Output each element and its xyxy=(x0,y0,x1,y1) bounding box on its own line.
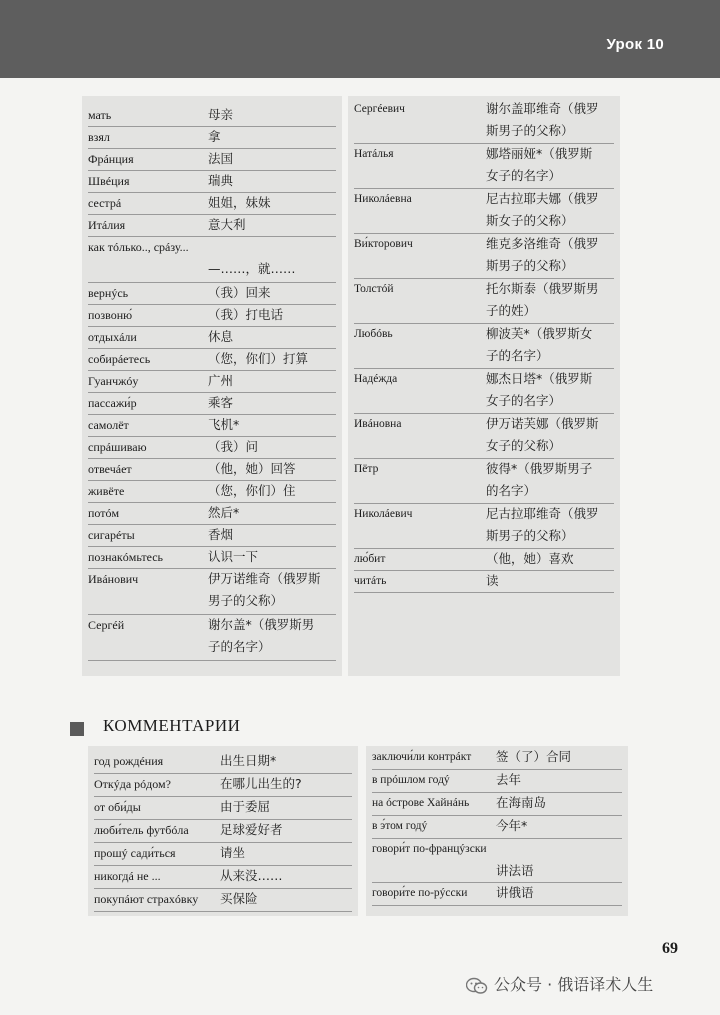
chinese-translation: 签（了）合同 xyxy=(496,749,572,764)
chinese-translation: 乘客 xyxy=(208,395,234,410)
russian-term: в прóшлом годý xyxy=(372,774,450,786)
russian-term: люби́тель футбóла xyxy=(94,823,189,837)
vocab-row xyxy=(88,502,336,525)
russian-term: сестрá xyxy=(88,196,122,210)
russian-term: покупáют страхóвку xyxy=(94,892,199,906)
chinese-translation: 姐姐，妹妹 xyxy=(208,195,271,210)
chinese-translation: 子的姓） xyxy=(486,303,537,318)
chinese-translation: 买保险 xyxy=(220,891,258,906)
vocab-row xyxy=(354,278,614,324)
russian-term: живёте xyxy=(88,484,125,498)
vocab-row xyxy=(88,104,336,127)
vocab-row xyxy=(88,370,336,393)
page-number: 69 xyxy=(662,940,678,957)
chinese-translation: 维克多洛维奇（俄罗 xyxy=(486,236,599,251)
russian-term: Ви́кторович xyxy=(354,238,413,250)
russian-term: сигарéты xyxy=(88,528,135,542)
russian-term: отдыхáли xyxy=(88,330,137,344)
russian-term: Швéция xyxy=(88,174,130,188)
watermark-text: 公众号 · 俄语译术人生 xyxy=(494,975,654,994)
header-band xyxy=(0,0,720,78)
vocab-row xyxy=(88,524,336,547)
chinese-translation: 母亲 xyxy=(208,107,234,122)
vocab-row xyxy=(94,865,352,889)
russian-term: Откýда рóдом? xyxy=(94,777,171,791)
russian-term: Николáевна xyxy=(354,193,412,205)
vocab-row xyxy=(88,546,336,569)
chinese-translation: 子的名字） xyxy=(486,348,549,363)
vocab-row xyxy=(88,414,336,437)
chinese-translation: 斯男子的父称） xyxy=(486,123,574,138)
vocab-row xyxy=(354,503,614,549)
chinese-translation: 柳波芙*（俄罗斯女 xyxy=(486,326,593,341)
chinese-translation: 从来没…… xyxy=(220,868,283,883)
vocab-row xyxy=(88,214,336,237)
vocab-row xyxy=(94,842,352,866)
vocab-row xyxy=(88,236,336,283)
vocab-row xyxy=(88,170,336,193)
vocab-row xyxy=(354,548,614,571)
russian-term: от оби́ды xyxy=(94,800,141,814)
russian-term: говори́т по-францýзски xyxy=(372,843,487,855)
chinese-translation: 尼古拉耶维奇（俄罗 xyxy=(486,506,599,521)
vocab-table-left xyxy=(82,96,342,676)
chinese-translation: 意大利 xyxy=(208,217,246,232)
chinese-translation: 足球爱好者 xyxy=(220,822,283,837)
russian-term: как тóлько.., срáзу... xyxy=(88,240,189,254)
vocab-row xyxy=(354,458,614,504)
chinese-translation: 请坐 xyxy=(220,845,246,860)
russian-term: отвечáет xyxy=(88,462,132,476)
chinese-translation: 女子的名字） xyxy=(486,168,562,183)
russian-term: познакóмьтесь xyxy=(88,550,164,564)
chinese-translation: 在哪儿出生的? xyxy=(220,776,302,791)
chinese-translation: （他，她）回答 xyxy=(208,461,296,476)
chinese-translation: 斯女子的父称） xyxy=(486,213,574,228)
chinese-translation: 广州 xyxy=(208,373,234,388)
chinese-translation: 女子的父称） xyxy=(486,438,562,453)
vocab-row xyxy=(88,480,336,503)
chinese-translation: 娜塔丽娅*（俄罗斯 xyxy=(486,146,593,161)
vocab-row xyxy=(94,773,352,797)
russian-term: на óстрове Хайнáнь xyxy=(372,797,470,809)
russian-term: Николáевич xyxy=(354,508,413,520)
vocab-row xyxy=(372,746,622,770)
vocab-row xyxy=(354,98,614,144)
chinese-translation: 去年 xyxy=(496,772,522,787)
russian-term: говори́те по-рýсски xyxy=(372,887,468,899)
vocab-row xyxy=(354,570,614,593)
vocab-row xyxy=(88,614,336,661)
russian-term: в э́том годý xyxy=(372,820,428,832)
chinese-translation: 香烟 xyxy=(208,527,234,542)
russian-term: заключи́ли контрáкт xyxy=(372,751,472,763)
vocab-row xyxy=(94,888,352,912)
chinese-translation: 然后* xyxy=(208,505,240,520)
russian-term: никогдá не ... xyxy=(94,869,161,883)
chinese-translation: 斯男子的父称） xyxy=(486,528,574,543)
chinese-translation: —……，就…… xyxy=(208,261,296,276)
russian-term: самолёт xyxy=(88,418,129,432)
russian-term: Сергéй xyxy=(88,618,125,632)
chinese-translation: 托尔斯泰（俄罗斯男 xyxy=(486,281,599,296)
vocab-row xyxy=(88,326,336,349)
chinese-translation: 子的名字） xyxy=(208,639,271,654)
vocab-row xyxy=(354,413,614,459)
vocab-row xyxy=(94,819,352,843)
russian-term: потóм xyxy=(88,506,120,520)
russian-term: мать xyxy=(88,108,112,122)
vocab-row xyxy=(88,126,336,149)
chinese-translation: 女子的名字） xyxy=(486,393,562,408)
russian-term: Гуанчжóу xyxy=(88,374,139,388)
russian-term: год рождéния xyxy=(94,754,164,768)
vocab-row xyxy=(94,796,352,820)
vocab-row xyxy=(354,368,614,414)
chinese-translation: （我）打电话 xyxy=(208,307,284,322)
vocab-row xyxy=(88,392,336,415)
russian-term: читáть xyxy=(354,575,387,587)
chinese-translation: 讲法语 xyxy=(496,863,534,878)
chinese-translation: 认识一下 xyxy=(208,549,259,564)
russian-term: Пётр xyxy=(354,463,379,475)
russian-term: вернýсь xyxy=(88,286,129,300)
russian-term: спрáшиваю xyxy=(88,440,147,454)
chinese-translation: 瑞典 xyxy=(208,173,234,188)
chinese-translation: 男子的父称） xyxy=(208,593,284,608)
chinese-translation: 今年* xyxy=(496,818,528,833)
chinese-translation: 的名字） xyxy=(486,483,537,498)
russian-term: лю́бит xyxy=(354,553,386,565)
chinese-translation: 拿 xyxy=(208,129,221,144)
vocab-row xyxy=(88,568,336,615)
vocab-row xyxy=(88,458,336,481)
vocab-row xyxy=(354,233,614,279)
vocab-row xyxy=(372,815,622,839)
chinese-translation: 法国 xyxy=(208,151,234,166)
russian-term: взял xyxy=(88,130,110,144)
wechat-logo-icon xyxy=(466,977,488,995)
russian-term: Итáлия xyxy=(88,218,126,232)
chinese-translation: 休息 xyxy=(208,329,234,344)
vocab-row xyxy=(88,436,336,459)
comments-table-right xyxy=(366,746,628,916)
vocab-row xyxy=(354,188,614,234)
chinese-translation: 伊万诺芙娜（俄罗斯 xyxy=(486,416,599,431)
chinese-translation: 尼古拉耶夫娜（俄罗 xyxy=(486,191,599,206)
russian-term: Фрáнция xyxy=(88,152,134,166)
russian-term: Толстóй xyxy=(354,283,394,295)
vocab-table-right xyxy=(348,96,620,676)
russian-term: Сергéевич xyxy=(354,103,405,115)
russian-term: Надéжда xyxy=(354,373,398,385)
vocab-row xyxy=(372,769,622,793)
russian-term: Любóвь xyxy=(354,328,393,340)
chinese-translation: 娜杰日塔*（俄罗斯 xyxy=(486,371,593,386)
russian-term: пассажи́р xyxy=(88,396,137,410)
vocab-row xyxy=(372,838,622,883)
vocab-row xyxy=(354,143,614,189)
vocab-row xyxy=(372,882,622,906)
chinese-translation: （他，她）喜欢 xyxy=(486,551,574,566)
russian-term: Ивáновна xyxy=(354,418,402,430)
vocab-row xyxy=(94,750,352,774)
chinese-translation: 出生日期* xyxy=(220,753,277,768)
russian-term: собирáетесь xyxy=(88,352,151,366)
comments-table-left xyxy=(88,746,358,916)
section-marker xyxy=(70,722,84,736)
vocab-row xyxy=(88,192,336,215)
chinese-translation: （我）回来 xyxy=(208,285,271,300)
chinese-translation: 在海南岛 xyxy=(496,795,547,810)
chinese-translation: （您，你们）住 xyxy=(208,483,296,498)
chinese-translation: 飞机* xyxy=(208,417,240,432)
russian-term: Натáлья xyxy=(354,148,394,160)
vocab-row xyxy=(372,792,622,816)
chinese-translation: 彼得*（俄罗斯男子 xyxy=(486,461,593,476)
lesson-label: Урок 10 xyxy=(606,36,664,53)
chinese-translation: （我）问 xyxy=(208,439,259,454)
watermark xyxy=(466,972,653,995)
chinese-translation: 讲俄语 xyxy=(496,885,534,900)
russian-term: позвоню́ xyxy=(88,308,133,322)
vocab-row xyxy=(88,304,336,327)
section-title: КОММЕНТАРИИ xyxy=(103,716,241,735)
vocab-row xyxy=(88,282,336,305)
chinese-translation: 由于委屈 xyxy=(220,799,271,814)
chinese-translation: 斯男子的父称） xyxy=(486,258,574,273)
chinese-translation: 谢尔盖耶维奇（俄罗 xyxy=(486,101,599,116)
chinese-translation: 谢尔盖*（俄罗斯男 xyxy=(208,617,315,632)
russian-term: прошý сади́ться xyxy=(94,846,176,860)
russian-term: Ивáнович xyxy=(88,572,139,586)
vocab-row xyxy=(88,148,336,171)
chinese-translation: 读 xyxy=(486,573,499,588)
chinese-translation: （您，你们）打算 xyxy=(208,351,309,366)
vocab-row xyxy=(88,348,336,371)
vocab-row xyxy=(354,323,614,369)
chinese-translation: 伊万诺维奇（俄罗斯 xyxy=(208,571,321,586)
